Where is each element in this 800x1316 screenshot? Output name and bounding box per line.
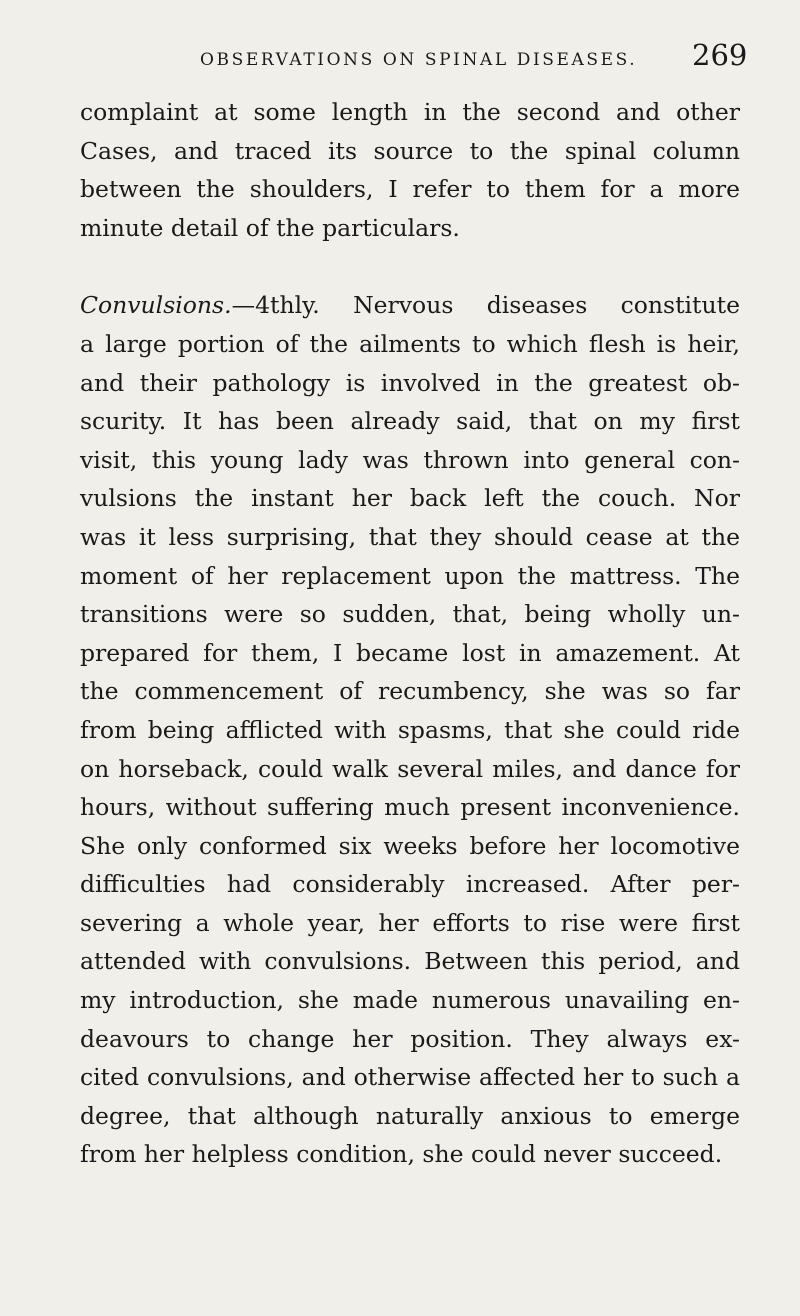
running-head-title: OBSERVATIONS ON SPINAL DISEASES. — [200, 50, 638, 70]
text-line: hours, without suffering much present inconvenience. — [80, 793, 740, 822]
text-line: visit, this young lady was thrown into general con- — [80, 445, 740, 474]
text-line: moment of her replacement upon the mattress. The — [80, 561, 740, 590]
text-line: on horseback, could walk several miles, and dance for — [80, 754, 740, 783]
text-line: difficulties had considerably increased. After per- — [80, 870, 740, 899]
text-line: minute detail of the particulars. — [80, 213, 460, 242]
paragraph-2 — [80, 286, 740, 1174]
text-line: was it less surprising, that they should cease at the — [80, 522, 740, 551]
paragraph-gap — [80, 247, 740, 286]
body-text — [80, 93, 740, 1174]
paragraph-1 — [80, 93, 740, 247]
text-line: and their pathology is involved in the greatest ob- — [80, 368, 740, 397]
text-line: Cases, and traced its source to the spinal column — [80, 136, 740, 165]
text-line: between the shoulders, I refer to them for a more — [80, 175, 740, 204]
text-line: cited convulsions, and otherwise affected her to such a — [80, 1063, 740, 1092]
text-line: deavours to change her position. They always ex- — [80, 1024, 740, 1053]
text-line: from her helpless condition, she could never succeed. — [80, 1140, 723, 1169]
text-line: transitions were so sudden, that, being wholly un- — [80, 600, 740, 629]
text-line: attended with convulsions. Between this period, and — [80, 947, 740, 976]
text-line: the commencement of recumbency, she was so far — [80, 677, 740, 706]
text-line: from being afflicted with spasms, that she could ride — [80, 715, 740, 744]
text-line-first — [80, 286, 740, 325]
text-line: She only conformed six weeks before her locomotive — [80, 831, 740, 860]
text-line: vulsions the instant her back left the couch. Nor — [80, 484, 740, 513]
side-heading: Convulsions. — [80, 291, 232, 320]
text-line: complaint at some length in the second and other — [80, 98, 740, 126]
running-head — [0, 38, 800, 78]
text-line: degree, that although naturally anxious to emerge — [80, 1101, 740, 1130]
page-number: 269 — [692, 38, 748, 72]
text-line: severing a whole year, her efforts to rise were first — [80, 908, 740, 937]
text-line: my introduction, she made numerous unavailing en- — [80, 986, 740, 1015]
text-line: scurity. It has been already said, that on my first — [80, 407, 740, 436]
text-line: prepared for them, I became lost in amazement. At — [80, 638, 740, 667]
first-line-text: —4thly. Nervous diseases constitute — [231, 291, 740, 320]
text-line: a large portion of the ailments to which flesh is heir, — [80, 329, 740, 358]
